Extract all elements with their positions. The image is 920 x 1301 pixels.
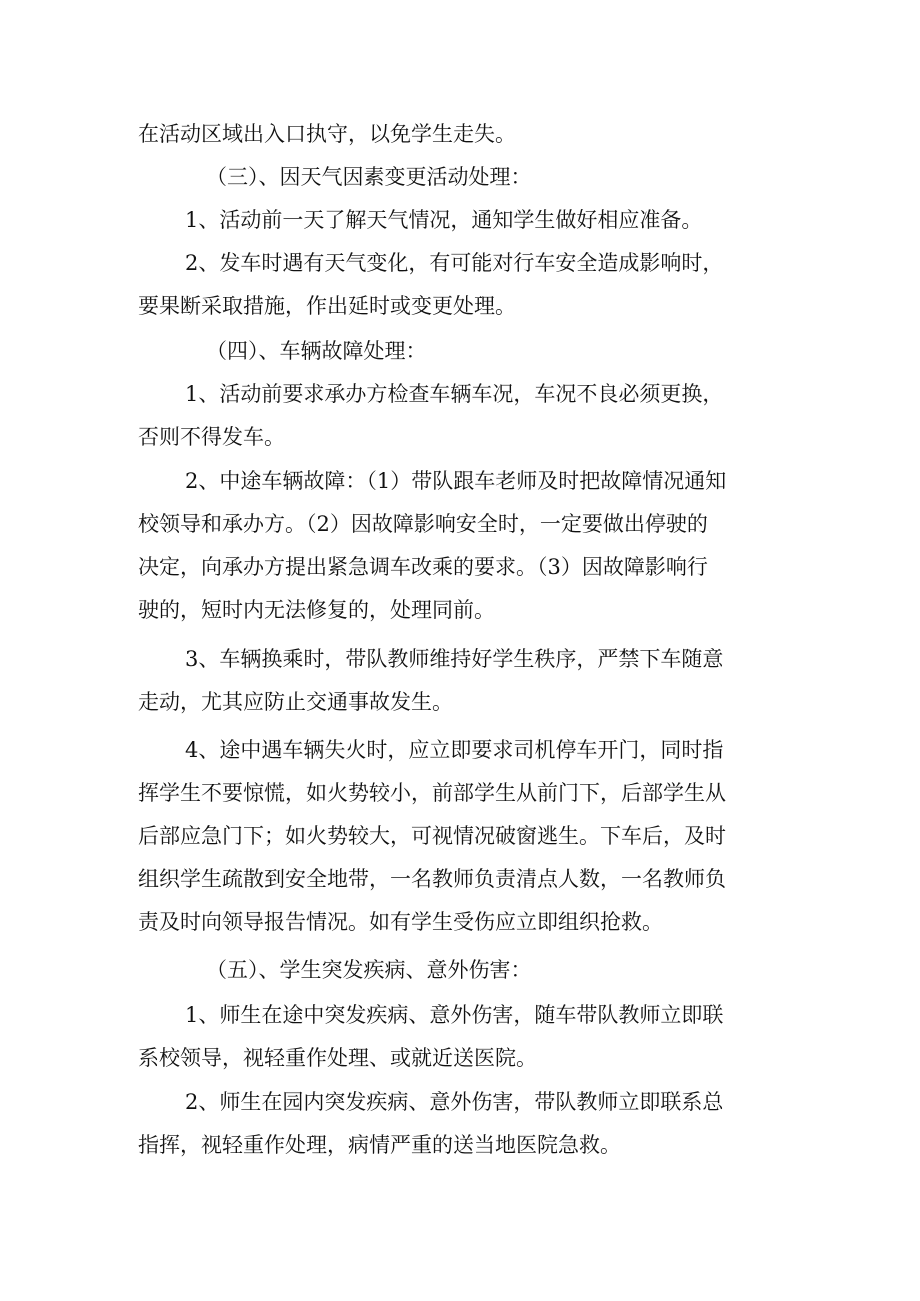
text-line: 驶的，短时内无法修复的，处理同前。 [138,598,495,622]
paragraph-vehicle-2 [138,460,788,632]
section-heading-vehicle [138,330,856,373]
text-line: 组织学生疏散到安全地带，一名教师负责清点人数，一名教师负 [138,867,726,891]
paragraph-vehicle-4 [138,729,788,944]
text-line: 决定，向承办方提出紧急调车改乘的要求。（3）因故障影响行 [138,555,708,579]
text-line: 要果断采取措施，作出延时或变更处理。 [138,294,516,318]
text-line: 在活动区域出入口执守，以免学生走失。 [138,122,516,146]
text-line: 责及时向领导报告情况。如有学生受伤应立即组织抢救。 [138,910,663,934]
text-line: 挥学生不要惊慌，如火势较小，前部学生从前门下，后部学生从 [138,781,726,805]
paragraph-illness-2 [138,1081,788,1167]
paragraph-vehicle-3 [138,638,788,724]
text-line: （三）、因天气因素变更活动处理： [206,165,532,189]
text-line: 4、途中遇车辆失火时，应立即要求司机停车开门，同时指 [185,738,724,762]
paragraph-vehicle-1 [138,373,788,459]
text-line: 指挥，视轻重作处理，病情严重的送当地医院急救。 [138,1133,621,1157]
text-line: 2、中途车辆故障：（1）带队跟车老师及时把故障情况通知 [185,469,727,493]
text-line: 校领导和承办方。（2）因故障影响安全时，一定要做出停驶的 [138,512,708,536]
text-line: 否则不得发车。 [138,425,285,449]
text-line: 2、师生在园内突发疾病、意外伤害，带队教师立即联系总 [185,1090,724,1114]
text-line: 3、车辆换乘时，带队教师维持好学生秩序，严禁下车随意 [185,647,724,671]
text-line: （四）、车辆故障处理： [206,339,427,363]
paragraph-illness-1 [138,994,788,1080]
text-line: 1、师生在途中突发疾病、意外伤害，随车带队教师立即联 [185,1003,724,1027]
text-line: 系校领导，视轻重作处理、或就近送医院。 [138,1046,537,1070]
paragraph-weather-2 [138,242,788,328]
paragraph-weather-1 [138,199,788,242]
paragraph-continuation [138,113,788,156]
section-heading-weather [138,156,856,199]
text-line: （五）、学生突发疾病、意外伤害： [206,958,532,982]
text-line: 走动，尤其应防止交通事故发生。 [138,690,453,714]
text-line: 1、活动前要求承办方检查车辆车况，车况不良必须更换， [185,382,724,406]
text-line: 后部应急门下；如火势较大，可视情况破窗逃生。下车后，及时 [138,824,726,848]
section-heading-illness [138,949,856,992]
text-line: 2、发车时遇有天气变化，有可能对行车安全造成影响时， [185,251,724,275]
text-line: 1、活动前一天了解天气情况，通知学生做好相应准备。 [185,208,703,232]
